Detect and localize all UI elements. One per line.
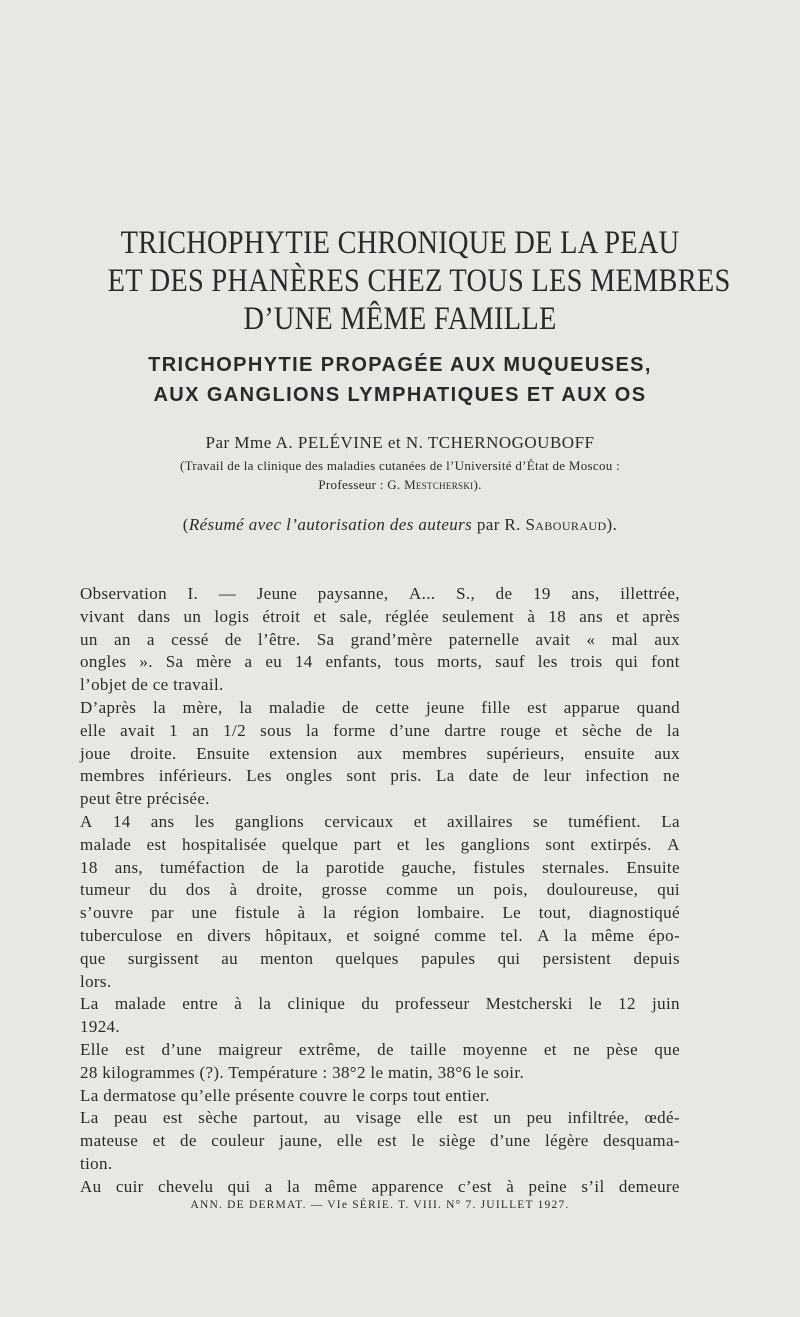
resume-name: Sabouraud	[525, 515, 607, 534]
body-line: La malade entre à la clinique du professeur Mestcherski le 12 juin	[80, 994, 680, 1014]
body-line: tumeur du dos à droite, grosse comme un pois, douloureuse, qui	[80, 880, 680, 900]
title-line-3: D’UNE MÊME FAMILLE	[243, 301, 557, 337]
body-line: l’objet de ce travail.	[80, 675, 224, 695]
affiliation-line-2	[60, 475, 740, 494]
body-line: elle avait 1 an 1/2 sous la forme d’une dartre rouge et sèche de la	[80, 720, 680, 740]
body-line: La peau est sèche partout, au visage elle est un peu infiltrée, œdé-	[80, 1108, 680, 1128]
body-line: joue droite. Ensuite extension aux membres supérieurs, ensuite aux	[80, 743, 680, 763]
body-line: mateuse et de couleur jaune, elle est le siège d’une légère desquama-	[80, 1131, 680, 1151]
body-line: 18 ans, tuméfaction de la parotide gauche, fistules sternales. Ensuite	[80, 857, 680, 877]
subtitle-line-1: TRICHOPHYTIE PROPAGÉE AUX MUQUEUSES,	[148, 354, 652, 376]
body-line: tion.	[80, 1153, 113, 1173]
body-line: Au cuir chevelu qui a la même apparence c’est à peine s’il demeure	[80, 1176, 680, 1196]
resume-italic: Résumé avec l’autorisation des auteurs	[188, 515, 473, 534]
subtitle-line-2: AUX GANGLIONS LYMPHATIQUES ET AUX OS	[153, 384, 647, 406]
body-line: D’après la mère, la maladie de cette jeune fille est apparue quand	[80, 697, 680, 717]
article-body	[80, 583, 680, 1199]
article-title	[107, 224, 731, 338]
body-line: lors.	[80, 971, 112, 991]
body-line: tuberculose en divers hôpitaux, et soigné comme tel. A la même épo-	[80, 925, 680, 945]
body-line: Observation I. — Jeune paysanne, A... S., de 19 ans, illettrée,	[80, 584, 680, 603]
affiliation-prefix: Professeur : G.	[318, 477, 405, 492]
body-line: membres inférieurs. Les ongles sont pris. La date de leur infection ne	[80, 766, 680, 786]
body-line: s’ouvre par une fistule à la région lombaire. Le tout, diagnostiqué	[80, 903, 680, 923]
title-line-1: TRICHOPHYTIE CHRONIQUE DE LA PEAU	[120, 225, 680, 261]
resume-by: par R.	[472, 515, 526, 534]
body-line: 1924.	[80, 1017, 120, 1037]
affiliation	[60, 456, 740, 494]
body-line: 28 kilogrammes (?). Température : 38°2 le matin, 38°6 le soir.	[80, 1062, 525, 1082]
body-line: ongles ». Sa mère a eu 14 enfants, tous morts, sauf les trois qui font	[80, 652, 680, 672]
body-line: La dermatose qu’elle présente couvre le corps tout entier.	[80, 1085, 490, 1105]
page-footer: ANN. DE DERMAT. — VIe SÉRIE. T. VIII. N° 7. JUILLET 1927.	[190, 1199, 570, 1211]
body-line: malade est hospitalisée quelque part et les ganglions sont extirpés. A	[80, 834, 680, 854]
title-line-2: ET DES PHANÈRES CHEZ TOUS LES MEMBRES	[107, 263, 731, 299]
resume-note	[60, 513, 740, 537]
resume-close: ).	[606, 515, 618, 534]
article-subtitle	[60, 350, 740, 410]
body-line: peut être précisée.	[80, 789, 210, 809]
body-line: un an a cessé de l’être. Sa grand’mère paternelle avait « mal aux	[80, 629, 680, 649]
professor-name: Mestcherski	[404, 477, 474, 492]
affiliation-suffix: ).	[473, 477, 482, 492]
resume-open: (	[182, 515, 189, 534]
body-line: vivant dans un logis étroit et sale, réglée seulement à 18 ans et après	[80, 606, 680, 626]
affiliation-line-1: (Travail de la clinique des maladies cutanées de l’Université d’État de Moscou :	[179, 458, 621, 473]
body-line: que surgissent au menton quelques papules qui persistent depuis	[80, 948, 680, 968]
body-line: Elle est d’une maigreur extrême, de taille moyenne et ne pèse que	[80, 1039, 680, 1059]
body-line: A 14 ans les ganglions cervicaux et axillaires se tuméfient. La	[80, 811, 680, 831]
authors-line: Par Mme A. PELÉVINE et N. TCHERNOGOUBOFF	[205, 433, 595, 452]
